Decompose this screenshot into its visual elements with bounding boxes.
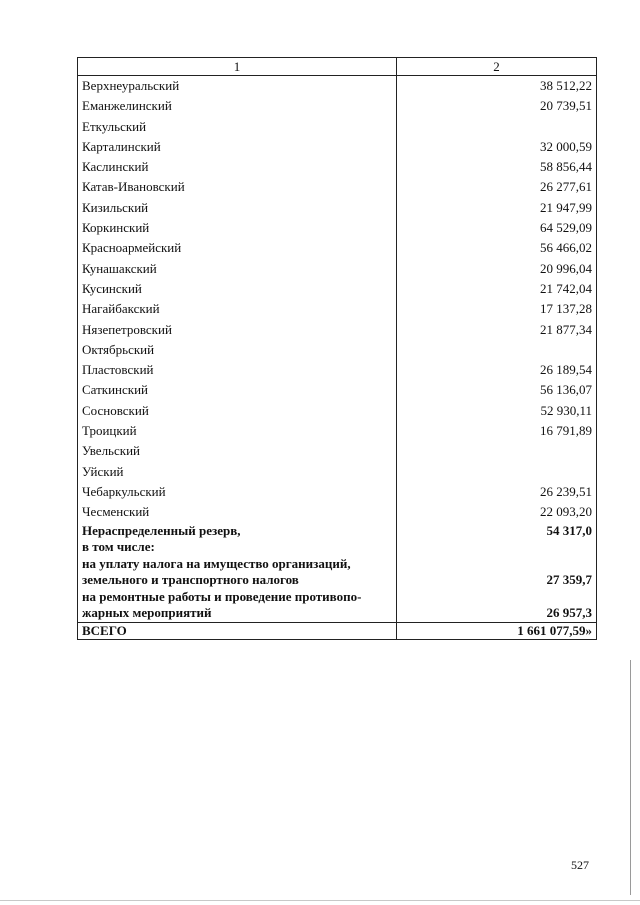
district-amount: 58 856,44 xyxy=(397,157,597,177)
district-amount: 21 947,99 xyxy=(397,198,597,218)
table-row xyxy=(78,76,597,97)
district-name: Красноармейский xyxy=(78,238,397,258)
district-name: Кизильский xyxy=(78,198,397,218)
reserve-repair-amount: 26 957,3 xyxy=(397,589,597,623)
district-amount: 56 136,07 xyxy=(397,380,597,400)
reserve-tax-row xyxy=(78,556,597,589)
reserve-repair-row xyxy=(78,589,597,623)
reserve-tax-label-line1: на уплату налога на имущество организаций, xyxy=(82,555,351,571)
table-row xyxy=(78,279,597,299)
table-row xyxy=(78,259,597,279)
table-row xyxy=(78,360,597,380)
district-amount xyxy=(397,441,597,461)
district-amount: 32 000,59 xyxy=(397,137,597,157)
table-row xyxy=(78,441,597,461)
table-row xyxy=(78,96,597,116)
district-name: Кунашакский xyxy=(78,259,397,279)
district-name: Еманжелинский xyxy=(78,96,397,116)
table-row xyxy=(78,482,597,502)
scan-edge-mark xyxy=(630,660,631,895)
district-name: Пластовский xyxy=(78,360,397,380)
table-row xyxy=(78,340,597,360)
total-amount: 1 661 077,59» xyxy=(397,622,597,639)
reserve-repair-label-line1: на ремонтные работы и проведение противопо- xyxy=(82,588,362,604)
reserve-label xyxy=(78,523,397,556)
district-amount: 17 137,28 xyxy=(397,299,597,319)
district-amount: 22 093,20 xyxy=(397,502,597,522)
column-header-1: 1 xyxy=(78,58,397,76)
reserve-label-line1: Нераспределенный резерв, xyxy=(82,522,241,538)
table-row xyxy=(78,137,597,157)
district-amount: 16 791,89 xyxy=(397,421,597,441)
reserve-row xyxy=(78,523,597,556)
district-amount: 26 239,51 xyxy=(397,482,597,502)
table-header-row xyxy=(78,58,597,76)
district-name: Коркинский xyxy=(78,218,397,238)
table-row xyxy=(78,421,597,441)
district-name: Сосновский xyxy=(78,401,397,421)
district-amount: 21 877,34 xyxy=(397,320,597,340)
district-name: Каслинский xyxy=(78,157,397,177)
district-name: Нязепетровский xyxy=(78,320,397,340)
table-row xyxy=(78,198,597,218)
district-name: Чесменский xyxy=(78,502,397,522)
district-amount: 21 742,04 xyxy=(397,279,597,299)
reserve-repair-label xyxy=(78,589,397,623)
district-name: Уйский xyxy=(78,462,397,482)
total-label: ВСЕГО xyxy=(78,622,397,639)
district-name: Октябрьский xyxy=(78,340,397,360)
district-name: Чебаркульский xyxy=(78,482,397,502)
district-name: Саткинский xyxy=(78,380,397,400)
table-row xyxy=(78,218,597,238)
district-amount: 38 512,22 xyxy=(397,76,597,97)
district-name: Верхнеуральский xyxy=(78,76,397,97)
district-amount xyxy=(397,117,597,137)
reserve-tax-amount: 27 359,7 xyxy=(397,556,597,589)
district-amount xyxy=(397,462,597,482)
table-row xyxy=(78,157,597,177)
district-name: Карталинский xyxy=(78,137,397,157)
district-name: Катав-Ивановский xyxy=(78,177,397,197)
reserve-amount: 54 317,0 xyxy=(397,523,597,556)
table-row xyxy=(78,299,597,319)
district-amount: 26 277,61 xyxy=(397,177,597,197)
district-amount: 20 739,51 xyxy=(397,96,597,116)
page-number: 527 xyxy=(571,858,589,872)
table-row xyxy=(78,117,597,137)
district-name: Еткульский xyxy=(78,117,397,137)
reserve-tax-label-line2: земельного и транспортного налогов xyxy=(82,572,299,588)
district-amount xyxy=(397,340,597,360)
district-amount: 26 189,54 xyxy=(397,360,597,380)
district-name: Увельский xyxy=(78,441,397,461)
table-row xyxy=(78,320,597,340)
district-name: Нагайбакский xyxy=(78,299,397,319)
total-row xyxy=(78,622,597,639)
column-header-2: 2 xyxy=(397,58,597,76)
district-amount: 64 529,09 xyxy=(397,218,597,238)
district-name: Кусинский xyxy=(78,279,397,299)
district-amount: 52 930,11 xyxy=(397,401,597,421)
table-row xyxy=(78,401,597,421)
district-amount: 20 996,04 xyxy=(397,259,597,279)
reserve-repair-label-line2: жарных мероприятий xyxy=(82,605,212,621)
table-row xyxy=(78,177,597,197)
table-row xyxy=(78,238,597,258)
reserve-tax-label xyxy=(78,556,397,589)
district-amount: 56 466,02 xyxy=(397,238,597,258)
table-row xyxy=(78,380,597,400)
district-name: Троицкий xyxy=(78,421,397,441)
budget-table xyxy=(77,57,597,640)
scan-edge-mark xyxy=(0,900,640,901)
table-row xyxy=(78,462,597,482)
reserve-label-line2: в том числе: xyxy=(82,539,155,555)
table-row xyxy=(78,502,597,522)
